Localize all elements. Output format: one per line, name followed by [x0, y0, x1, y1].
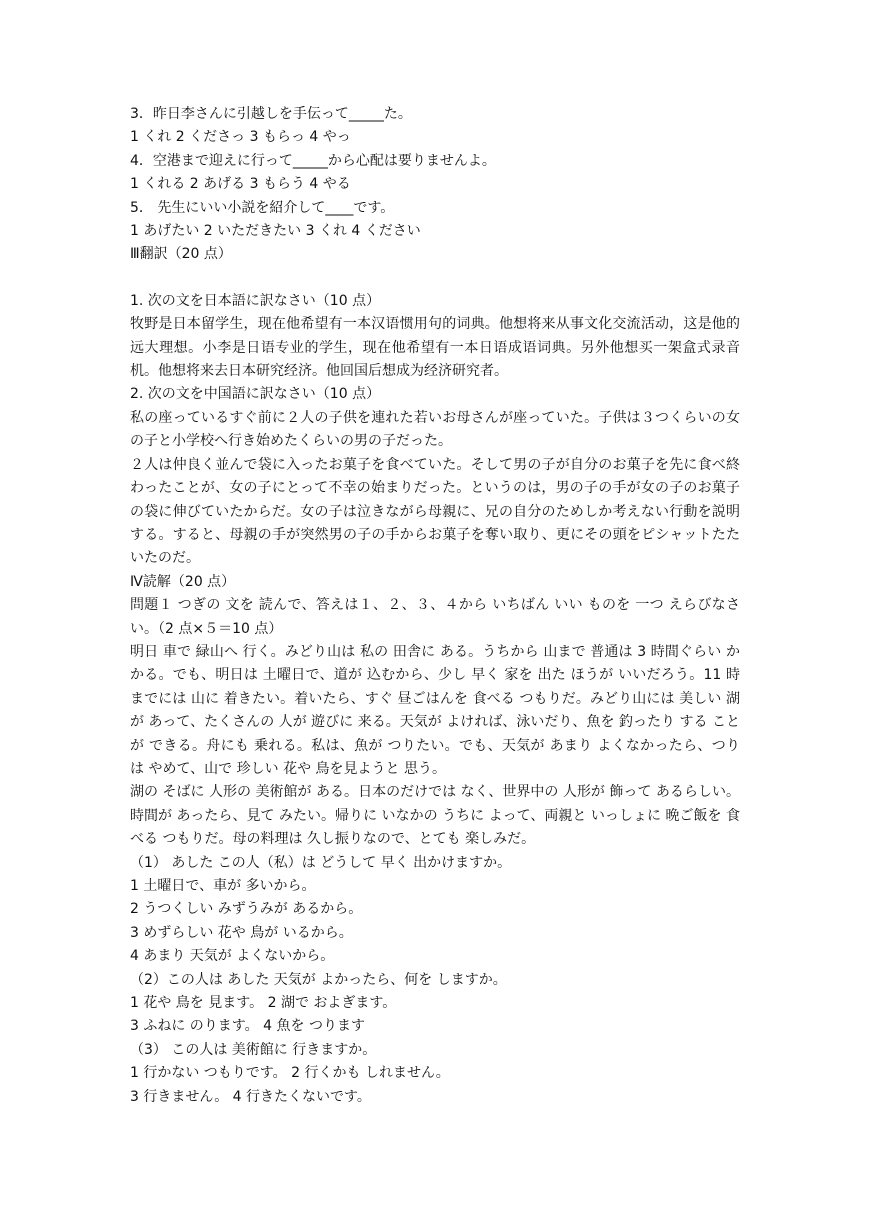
reading-question-2: （2）この人は あした 天気が よかったら、何を しますか。: [130, 971, 507, 988]
reading-passage-paragraph-2: 湖の そばに 人形の 美術館が ある。日本のだけでは なく、世界中の 人形が 飾って あるらしい。時間が あったら、見て みたい。帰りに いなかの うちに よって、両親と いっしょに 晩ご飯を 食べる つもりだ。母の料理は 久し振りなので、とても 楽しみだ。: [130, 784, 740, 848]
question-3-options: 1 くれ 2 くださっ 3 もらっ 4 やっ: [130, 129, 351, 146]
reading-question-1-option-4: 4 あまり 天気が よくないから。: [130, 948, 335, 965]
document-page: [130, 103, 740, 1109]
reading-question-2-options-b: 3 ふねに のります。 4 魚を つります: [130, 1018, 365, 1035]
reading-passage-paragraph-1: 明日 車で 緑山へ 行く。みどり山は 私の 田舎に ある。うちから 山まで 普通は 3 時間ぐらい かかる。でも、明日は 土曜日で、道が 込むから、少し 早く 家を 出た ほうが いいだろう。11 時までには 山に 着きたい。着いたら、すぐ 昼ごはんを 食べる つもりだ。みどり山には 美しい 湖が あって、たくさんの 人が 遊びに 来る。天気が よければ、泳いだり、魚を 釣ったり する ことが できる。舟にも 乗れる。私は、魚が つりたい。でも、天気が あまり よくなかったら、つりは やめて、山で 珍しい 花や 鳥を見ようと 思う。: [130, 643, 740, 777]
section-reading-heading: Ⅳ読解（20 点）: [130, 573, 236, 590]
reading-question-3: （3） この人は 美術館に 行きますか。: [130, 1041, 377, 1058]
blank-line: [130, 267, 740, 290]
translation-task-1-text: 牧野是日本留学生，现在他希望有一本汉语惯用句的词典。他想将来从事文化交流活动，这是他的远大理想。小李是日语专业的学生，现在他希望有一本日语成语词典。另外他想买一架盒式录音机。他想将来去日本研究经济。他回国后想成为经济研究者。: [130, 316, 740, 380]
reading-question-3-options-a: 1 行かない つもりです。 2 行くかも しれません。: [130, 1065, 450, 1082]
question-5: 5． 先生にいい小説を紹介して____です。: [130, 199, 395, 216]
translation-task-2-heading: 2. 次の文を中国語に訳なさい（10 点）: [130, 386, 381, 403]
reading-question-1-option-3: 3 めずらしい 花や 鳥が いるから。: [130, 924, 353, 941]
section-translation-heading: Ⅲ翻訳（20 点）: [130, 246, 232, 263]
reading-question-1-option-1: 1 土曜日で、車が 多いから。: [130, 878, 316, 894]
reading-question-1-option-2: 2 うつくしい みずうみが あるから。: [130, 901, 363, 918]
reading-question-3-options-b: 3 行きません。 4 行きたくないです。: [130, 1088, 371, 1105]
reading-instructions: 問題１ つぎの 文を 読んで、答えは１、２、３、４から いちばん いい ものを 一つ えらびなさい。（2 点×５＝10 点）: [130, 597, 740, 637]
translation-task-2-paragraph-1: 私の座っているすぐ前に２人の子供を連れた若いお母さんが座っていた。子供は３つくらいの女の子と小学校へ行き始めたくらいの男の子だった。: [130, 409, 740, 450]
question-3: 3．昨日李さんに引越しを手伝って_____た。: [130, 106, 412, 122]
question-5-options: 1 あげたい 2 いただきたい 3 くれ 4 ください: [130, 223, 421, 240]
question-4: 4．空港まで迎えに行って_____から心配は要りませんよ。: [130, 152, 496, 169]
translation-task-2-paragraph-2: ２人は仲良く並んで袋に入ったお菓子を食べていた。そして男の子が自分のお菓子を先に食べ終わったことが、女の子にとって不幸の始まりだった。というのは，男の子の手が女の子のお菓子の袋に伸びていたからだ。女の子は泣きながら母親に、兄の自分のためしか考えない行動を説明する。すると、母親の手が突然男の子の手からお菓子を奪い取り、更にその頭をピシャットたたいたのだ。: [130, 456, 740, 567]
reading-question-2-options-a: 1 花や 鳥を 見ます。 2 湖で およぎます。: [130, 995, 397, 1012]
reading-question-1: （1） あした この人（私）は どうして 早く 出かけますか。: [130, 854, 512, 871]
question-4-options: 1 くれる 2 あげる 3 もらう 4 やる: [130, 176, 351, 193]
translation-task-1-heading: 1. 次の文を日本語に訳なさい（10 点）: [130, 292, 381, 309]
